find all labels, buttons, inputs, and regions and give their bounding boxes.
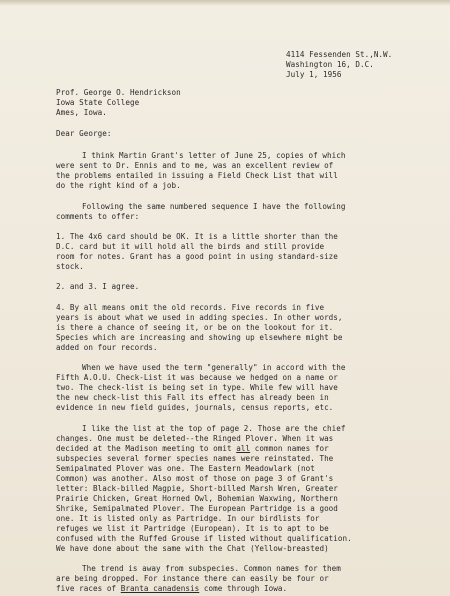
list-line: Semipalmated Plover was one. The Eastern Meadowlark (not (56, 464, 315, 473)
list-line: Common) was another. Also most of those on page 3 of Grant's (56, 474, 334, 483)
item-4-line: years is about what we used in adding species. In other words, (56, 313, 343, 322)
list-line: changes. One must be deleted--the Ringed Plover. When it was (56, 434, 334, 443)
item-1-line: D.C. card but it will hold all the birds and still provide (56, 242, 325, 251)
sender-address-street: 4114 Fessenden St.,N.W. (286, 50, 393, 59)
item-1-line: stock. (56, 262, 84, 271)
item-1-line: room for notes. Grant has a good point in using standard-size (56, 252, 338, 261)
intro-line: I think Martin Grant's letter of June 25, copies of which (82, 151, 346, 160)
aou-line: the new check-list this Fall its effect has already been in (56, 393, 329, 402)
list-line-text: decided at the Madison meeting to omit (56, 444, 237, 453)
sender-address-city: Washington 16, D.C. (286, 60, 374, 69)
list-line-text: common names for (250, 444, 329, 453)
list-line: subspecies several former species names were reinstated. The (56, 454, 334, 463)
item-4-line: is there a chance of seeing it, or be on the lookout for it. (56, 323, 334, 332)
trend-line: are being dropped. For instance there can easily be four or (56, 574, 329, 583)
trend-line-text: five races of (56, 584, 121, 593)
aou-line: evidence in new field guides, journals, census reports, etc. (56, 403, 334, 412)
list-line: Shrike, Semipalmated Plover. The European Partridge is a good (56, 504, 338, 513)
item-1-line: 1. The 4x6 card should be OK. It is a little shorter than the (56, 232, 338, 241)
trend-line-text: come through Iowa. (199, 584, 288, 593)
following-line: Following the same numbered sequence I have the following (82, 202, 346, 211)
item-4-line: added on four records. (56, 343, 158, 352)
list-line (56, 444, 329, 454)
following-line: comments to offer: (56, 212, 140, 221)
intro-line: the problems entailed in issuing a Field Check List that will (56, 171, 338, 180)
list-line: refuges we list it Partridge (European). It is to apt to be (56, 524, 329, 533)
list-line: confused with the Ruffed Grouse if listed without qualification. (56, 534, 352, 543)
underlined-species-name: Branta canadensis (120, 584, 200, 593)
list-line: We have done about the same with the Chat (Yellow-breasted) (56, 544, 329, 553)
list-line: one. It is listed only as Partridge. In our birdlists for (56, 514, 320, 523)
salutation: Dear George: (56, 129, 112, 138)
item-4-line: 4. By all means omit the old records. Five records in five (56, 303, 325, 312)
aou-line: Fifth A.O.U. Check-List it was because we hedged on a name or (56, 373, 338, 382)
underlined-word-all: all (236, 444, 251, 453)
list-line: letter: Black-billed Magpie, Short-billed Marsh Wren, Greater (56, 484, 338, 493)
recipient-institution: Iowa State College (56, 98, 140, 107)
list-line: Prairie Chicken, Great Horned Owl, Bohemian Waxwing, Northern (56, 494, 338, 503)
item-4-line: Species which are increasing and showing up elsewhere might be (56, 333, 343, 342)
intro-line: were sent to Dr. Ennis and to me, was an excellent review of (56, 161, 334, 170)
item-2-3-line: 2. and 3. I agree. (56, 282, 140, 291)
recipient-name: Prof. George O. Hendrickson (56, 88, 181, 97)
letter-date: July 1, 1956 (286, 70, 342, 79)
aou-line: When we have used the term "generally" in accord with the (82, 363, 346, 372)
aou-line: two. The check-list is being set in type. While few will have (56, 383, 338, 392)
trend-line: The trend is away from subspecies. Common names for them (82, 564, 341, 573)
intro-line: do the right kind of a job. (56, 181, 181, 190)
list-line: I like the list at the top of page 2. Those are the chief (82, 424, 346, 433)
trend-line (56, 584, 287, 594)
recipient-city: Ames, Iowa. (56, 108, 107, 117)
